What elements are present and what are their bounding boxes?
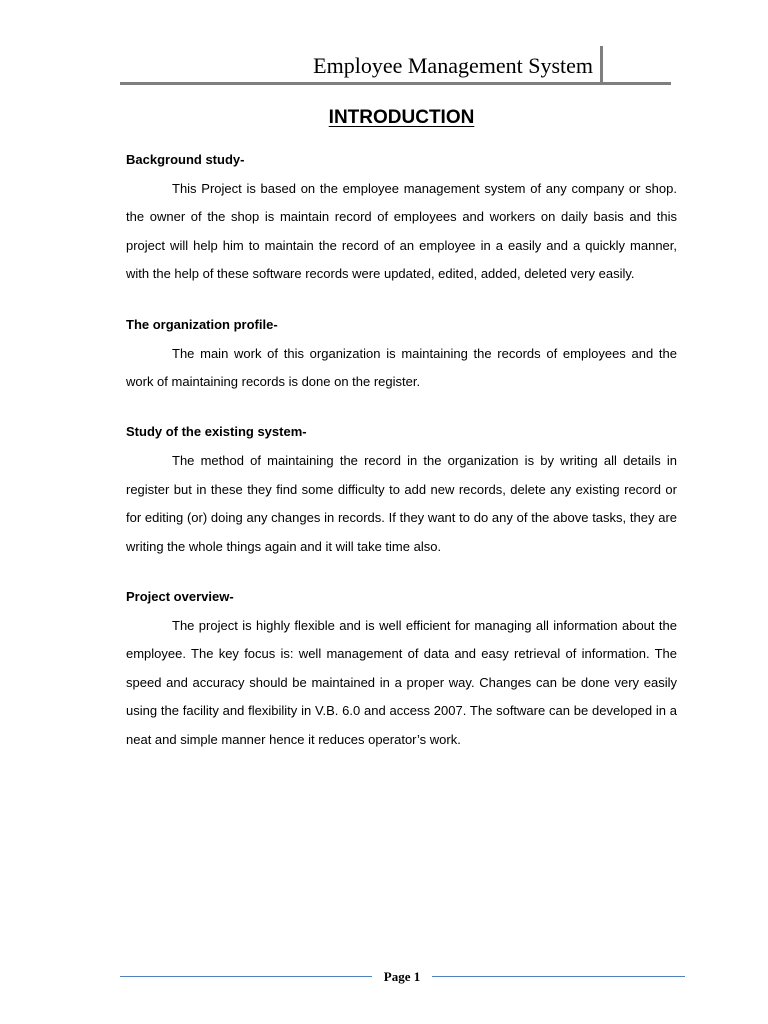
page-header [120, 44, 671, 84]
section-heading: The organization profile- [126, 316, 278, 332]
section-project-overview [126, 589, 677, 754]
section-organization-profile [126, 317, 677, 397]
section-heading: Background study- [126, 152, 245, 167]
section-paragraph: The project is highly flexible and is well efficient for managing all information about the employee. The key focus is: well management of data and easy retrieval of information. The speed and accuracy should be maintained in a proper way. Changes can be done very easily using the facility and flexibility in V.B. 6.0 and access 2007. The software can be developed in a neat and simple manner hence it reduces operator’s work. [126, 618, 677, 747]
document-body [126, 100, 677, 782]
section-paragraph: This Project is based on the employee management system of any company or shop. the owner of the shop is maintain record of employees and workers on daily basis and this project will help him to maintain the record of an employee in a easily and a quickly manner, with the help of these software records were updated, edited, added, deleted very easily. [126, 181, 677, 282]
section-heading: Project overview- [126, 589, 234, 605]
section-paragraph: The method of maintaining the record in the organization is by writing all details in register but in these they find some difficulty to add new records, delete any existing record or for editing (or) doing any changes in records. If they want to do any of the above tasks, they are writing the whole things again and it will take time also. [126, 453, 677, 554]
page-footer [120, 966, 685, 990]
section-background-study [126, 152, 677, 289]
header-title: Employee Management System [313, 53, 593, 78]
footer-rule-right [432, 976, 685, 977]
section-existing-system [126, 424, 677, 561]
section-paragraph: The main work of this organization is maintaining the records of employees and the work of maintaining records is done on the register. [126, 345, 677, 390]
section-heading: Study of the existing system- [126, 424, 307, 440]
header-vertical-divider [600, 46, 603, 84]
footer-rule-left [120, 976, 372, 977]
page-number: Page 1 [383, 969, 421, 984]
page-title: INTRODUCTION [328, 107, 475, 128]
header-rule [120, 82, 671, 85]
